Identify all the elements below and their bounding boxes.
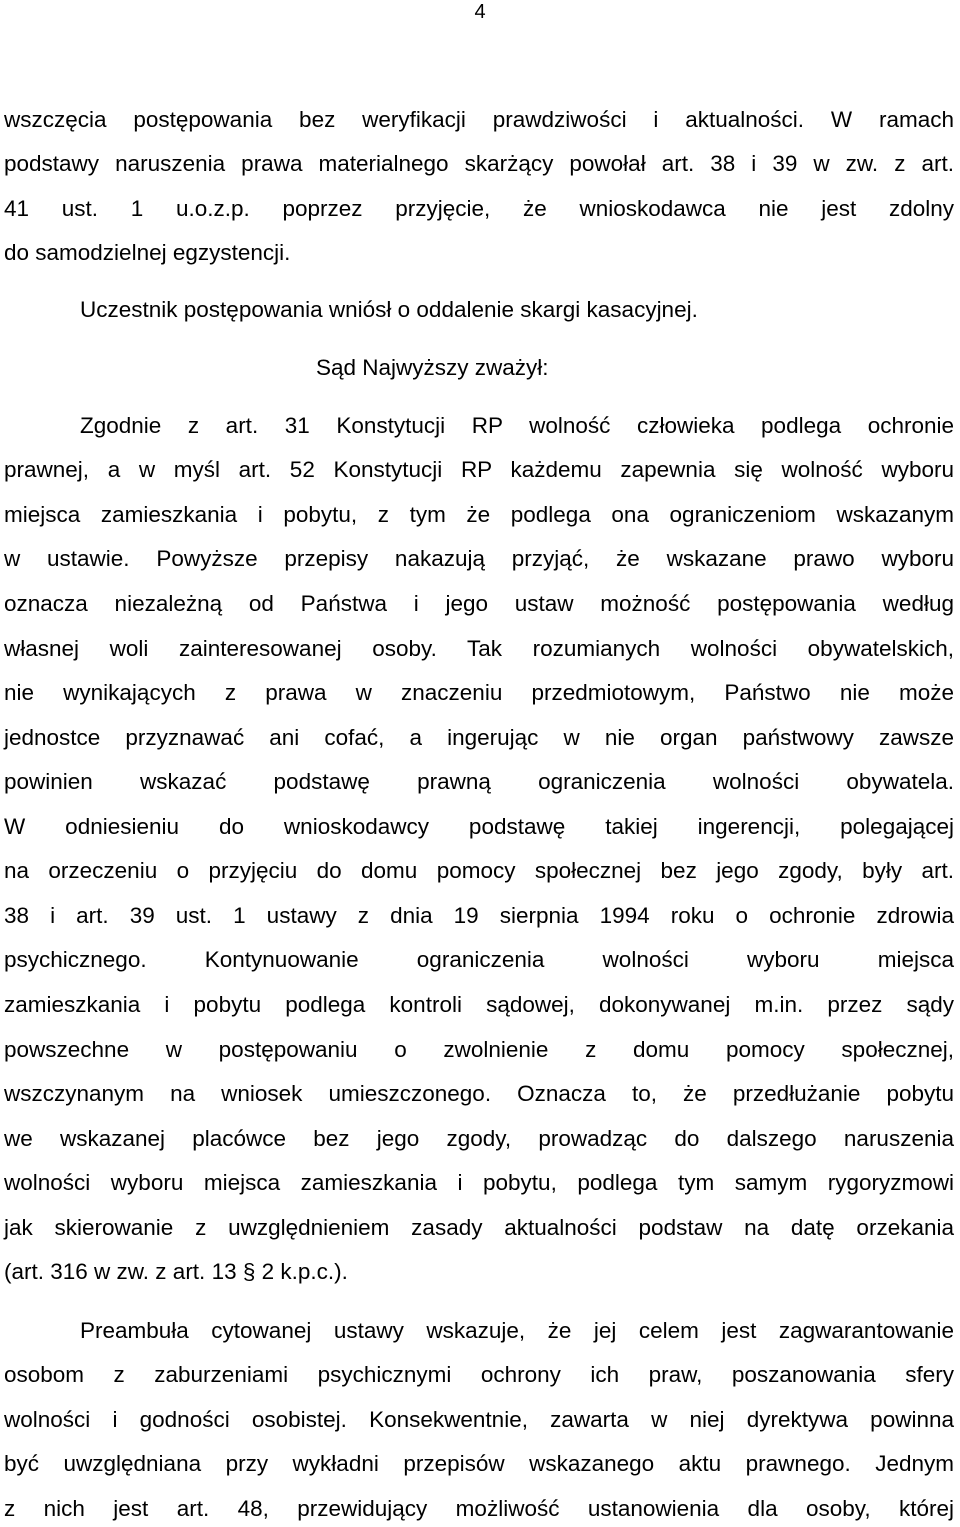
text-line: zamieszkania i pobytu podlega kontroli sądowej, dokonywanej m.in. przez sądy bbox=[4, 992, 954, 1017]
section-heading: Sąd Najwyższy zważył: bbox=[316, 355, 549, 380]
text-line: W odniesieniu do wnioskodawcy podstawę takiej ingerencji, polegającej bbox=[4, 814, 954, 839]
text-line: powinien wskazać podstawę prawną ograniczenia wolności obywatela. bbox=[4, 769, 954, 794]
text-line: psychicznego. Kontynuowanie ograniczenia wolności wyboru miejsca bbox=[4, 947, 954, 972]
text-line: (art. 316 w zw. z art. 13 § 2 k.p.c.). bbox=[4, 1259, 348, 1284]
text-line: wolności i godności osobistej. Konsekwentnie, zawarta w niej dyrektywa powinna bbox=[4, 1407, 954, 1432]
text-line: wszczęcia postępowania bez weryfikacji prawdziwości i aktualności. W ramach bbox=[4, 107, 954, 132]
text-line: w ustawie. Powyższe przepisy nakazują przyjąć, że wskazane prawo wyboru bbox=[4, 546, 954, 571]
text-line: być uwzględniana przy wykładni przepisów wskazanego aktu prawnego. Jednym bbox=[4, 1451, 954, 1476]
text-line: miejsca zamieszkania i pobytu, z tym że podlega ona ograniczeniom wskazanym bbox=[4, 502, 954, 527]
text-line: podstawy naruszenia prawa materialnego skarżący powołał art. 38 i 39 w zw. z art. bbox=[4, 151, 954, 176]
text-line: Uczestnik postępowania wniósł o oddalenie skargi kasacyjnej. bbox=[80, 297, 698, 322]
text-line: Preambuła cytowanej ustawy wskazuje, że jej celem jest zagwarantowanie bbox=[80, 1318, 954, 1343]
text-line: powszechne w postępowaniu o zwolnienie z domu pomocy społecznej, bbox=[4, 1037, 954, 1062]
text-line: we wskazanej placówce bez jego zgody, prowadząc do dalszego naruszenia bbox=[4, 1126, 954, 1151]
text-line: własnej woli zainteresowanej osoby. Tak rozumianych wolności obywatelskich, bbox=[4, 636, 954, 661]
text-line: Zgodnie z art. 31 Konstytucji RP wolność człowieka podlega ochronie bbox=[80, 413, 954, 438]
text-line: 41 ust. 1 u.o.z.p. poprzez przyjęcie, że wnioskodawca nie jest zdolny bbox=[4, 196, 954, 221]
text-line: na orzeczeniu o przyjęciu do domu pomocy społecznej bez jego zgody, były art. bbox=[4, 858, 954, 883]
text-line: nie wynikających z prawa w znaczeniu przedmiotowym, Państwo nie może bbox=[4, 680, 954, 705]
text-line: wszczynanym na wniosek umieszczonego. Oznacza to, że przedłużanie pobytu bbox=[4, 1081, 954, 1106]
text-line: jednostce przyznawać ani cofać, a ingerując w nie organ państwowy zawsze bbox=[4, 725, 954, 750]
page-number: 4 bbox=[474, 1, 486, 23]
text-line: osobom z zaburzeniami psychicznymi ochrony ich praw, poszanowania sfery bbox=[4, 1362, 954, 1387]
text-line: z nich jest art. 48, przewidujący możliwość ustanowienia dla osoby, której bbox=[4, 1496, 954, 1521]
text-line: prawnej, a w myśl art. 52 Konstytucji RP każdemu zapewnia się wolność wyboru bbox=[4, 457, 954, 482]
text-line: oznacza niezależną od Państwa i jego ustaw możność postępowania według bbox=[4, 591, 954, 616]
text-line: do samodzielnej egzystencji. bbox=[4, 240, 291, 265]
text-line: 38 i art. 39 ust. 1 ustawy z dnia 19 sierpnia 1994 roku o ochronie zdrowia bbox=[4, 903, 954, 928]
text-line: jak skierowanie z uwzględnieniem zasady aktualności podstaw na datę orzekania bbox=[4, 1215, 954, 1240]
text-line: wolności wyboru miejsca zamieszkania i pobytu, podlega tym samym rygoryzmowi bbox=[4, 1170, 954, 1195]
